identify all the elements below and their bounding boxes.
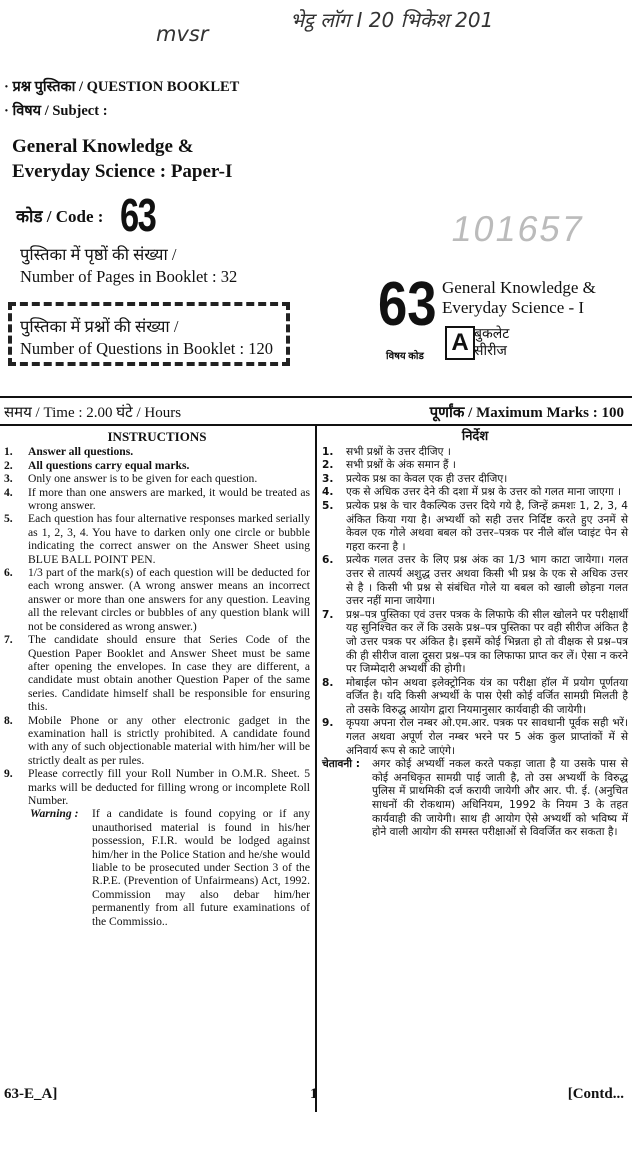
- pages-count: Number of Pages in Booklet : 32: [20, 267, 238, 286]
- instruction-number: 4.: [4, 485, 13, 499]
- instruction-text: Please correctly fill your Roll Number in O.M.R. Sheet. 5 marks will be deducted for filling wrong or incomplete Roll Number.: [28, 767, 310, 807]
- divider-top: [0, 396, 632, 398]
- instruction-number: 6.: [4, 566, 13, 580]
- instructions-heading-hindi: निर्देश: [461, 429, 489, 444]
- continued-label: [Contd...: [567, 1086, 624, 1102]
- questions-count: [20, 316, 273, 360]
- instruction-item: [322, 473, 628, 487]
- column-divider: [315, 426, 317, 1112]
- instruction-number: 1.: [322, 445, 334, 458]
- instruction-number: 8.: [4, 713, 13, 727]
- instruction-item: [4, 445, 310, 458]
- series-letter-box: A: [445, 326, 475, 360]
- subject-label: · विषय / Subject :: [4, 103, 108, 119]
- instruction-item: [4, 512, 310, 566]
- warning-hindi: [322, 758, 628, 840]
- instruction-text: प्रत्येक गलत उत्तर के लिए प्रश्न अंक का 1/3 भाग काटा जायेगा। गलत उत्तर से तात्पर्य अशुद्ध उत्तर अथवा किसी भी प्रश्न के एक से अधिक उत्तर से है । किसी भी प्रश्न से संबंधित गोले या बबल को खाली छोड़ना गलत उत्तर नहीं माना जायेगा।: [346, 554, 628, 608]
- instruction-text: मोबाईल फोन अथवा इलेक्ट्रोनिक यंत्र का परीक्षा हॉल में प्रयोग पूर्णतया वर्जित है। यदि किसी अभ्यर्थी के पास ऐसी कोई वर्जित सामग्री मिलती है तो उसके विरुद्ध आयोग द्वारा नियमानुसार कार्यवाही की जायेगी।: [346, 676, 628, 716]
- instruction-item: [322, 500, 628, 554]
- code-label: कोड / Code :: [16, 207, 104, 226]
- instruction-number: 3.: [322, 472, 334, 485]
- instruction-text: सभी प्रश्नों के अंक समान हैं ।: [346, 459, 456, 472]
- instruction-item: [4, 714, 310, 768]
- instruction-number: 7.: [322, 608, 334, 621]
- instruction-text: If more than one answers are marked, it would be treated as wrong answer.: [28, 485, 310, 513]
- warning-text: If a candidate is found copying or if any unauthorised material is found in his/her possession, F.I.R. would be lodged against him/her in the Police Station and he/she would liable to be prosecuted under Section 3 of the R.P.E. (Prevention of Unfairmeans) Act, 1992. Commission may also debar him/her permanently from all future examinations of the Commissio..: [92, 807, 310, 928]
- booklet-code-footer: 63-E_A]: [4, 1086, 58, 1102]
- warning-text-hindi: अगर कोई अभ्यर्थी नकल करते पकड़ा जाता है या उसके पास से कोई अनधिकृत सामग्री पाई जाती है, तो उस अभ्यर्थी के विरुद्ध पुलिस में प्राथमिकी दर्ज करायी जायेगी और आर. पी. ई. (अनुचित साधनों की रोकथाम) अधिनियम, 1992 के नियम 3 के तहत कार्यवाही की जायेगी। साथ ही आयोग ऐसे अभ्यर्थी को भविष्य में होने वाली आयोग की समस्त परीक्षाओं से विवर्जित कर सकता है।: [372, 758, 628, 839]
- instruction-text: Only one answer is to be given for each question.: [28, 472, 258, 486]
- instruction-text: कृपया अपना रोल नम्बर ओ.एम.आर. पत्रक पर सावधानी पूर्वक सही भरें। गलत अथवा अपूर्ण रोल नम्बर भरने पर 5 अंक कुल प्राप्तांकों में से अनिवार्य रूप से काटे जाएंगे।: [346, 717, 628, 757]
- subject-code-label: विषय कोड: [386, 351, 424, 362]
- instruction-text: प्रश्न–पत्र पुस्तिका एवं उत्तर पत्रक के लिफाफे की सील खोलने पर परीक्षार्थी यह सुनिश्चित कर लें कि उसके प्रश्न–पत्र पुस्तिका पर वही सीरीज अंकित है जो उत्तर पत्रक पर अंकित है। इसमें कोई भिन्नता हो तो वीक्षक से प्रश्न–पत्र की ही सीरीज वाला दूसरा प्रश्न–पत्र का लिफाफा प्राप्त कर लें। ऐसा न करने पर जिम्मेदारी अभ्यर्थी की होगी।: [346, 608, 628, 676]
- warning-label-hindi: चेतावनी :: [322, 758, 360, 771]
- instruction-number: 7.: [4, 633, 13, 647]
- instruction-number: 9.: [322, 717, 334, 730]
- instructions-heading: INSTRUCTIONS: [107, 429, 207, 444]
- instruction-item: [322, 717, 628, 758]
- pages-count-hindi: पुस्तिका में पृष्ठों की संख्या /: [20, 245, 177, 264]
- warning-english: [30, 807, 310, 928]
- instruction-number: 2.: [4, 458, 13, 472]
- instruction-text: सभी प्रश्नों के उत्तर दीजिए ।: [346, 445, 451, 458]
- subject-name-block: [442, 278, 596, 318]
- instruction-item: [4, 459, 310, 472]
- instruction-item: [322, 554, 628, 608]
- instruction-number: 4.: [322, 486, 334, 499]
- instruction-text: All questions carry equal marks.: [28, 458, 190, 472]
- instruction-item: [4, 566, 310, 633]
- instruction-item: [322, 486, 628, 500]
- instructions-english: [4, 430, 310, 928]
- questions-count-hindi: पुस्तिका में प्रश्नों की संख्या /: [20, 317, 179, 336]
- code-value: 63: [120, 189, 156, 241]
- instruction-number: 9.: [4, 767, 13, 781]
- subject-title-line2: Everyday Science : Paper-I: [12, 161, 233, 182]
- instruction-item: [4, 633, 310, 713]
- maximum-marks: पूर्णांक / Maximum Marks : 100: [429, 405, 624, 421]
- instruction-text: 1/3 part of the mark(s) of each question will be deducted for each wrong answer. (A wrong answer means an incorrect answer or more than one answers for any question. Leaving all the relevant circles or bubbles of any question blank will not be considered as wrong answer.): [28, 566, 310, 633]
- instruction-text: प्रत्येक प्रश्न के चार वैकल्पिक उत्तर दिये गये है, जिन्हें क्रमशः 1, 2, 3, 4 अंकित किया गया है। अभ्यर्थी को सही उत्तर निर्दिष्ट करते हुए उनमें से केवल एक गोले अथवा बबल को उत्तर–पत्रक पर नीले बॉल प्वाइंट पेन से गहरा करना है ।: [346, 499, 628, 553]
- subject-code-large: 63: [378, 270, 437, 339]
- instruction-item: [4, 472, 310, 485]
- instruction-item: [322, 677, 628, 718]
- instruction-text: एक से अधिक उत्तर देने की दशा में प्रश्न के उत्तर को गलत माना जाएगा ।: [346, 486, 621, 499]
- instruction-number: 8.: [322, 676, 334, 689]
- instruction-number: 1.: [4, 445, 13, 459]
- series-label-line1: बुकलेट: [474, 327, 510, 342]
- instruction-text: प्रत्येक प्रश्न का केवल एक ही उत्तर दीजिए।: [346, 472, 508, 485]
- series-label: [474, 326, 509, 360]
- instruction-item: [322, 459, 628, 473]
- instruction-number: 3.: [4, 472, 13, 486]
- booklet-label: · प्रश्न पुस्तिका / QUESTION BOOKLET: [4, 79, 240, 95]
- instruction-number: 6.: [322, 554, 334, 567]
- subject-name-line2: Everyday Science - I: [442, 298, 585, 317]
- handwritten-note-left: mvsr: [156, 22, 209, 46]
- questions-count-english: Number of Questions in Booklet : 120: [20, 339, 273, 358]
- handwritten-note-right: भेट्ठ लाॅग I 20 भिकेश 201: [290, 8, 494, 32]
- instruction-item: [322, 609, 628, 677]
- subject-name-line1: General Knowledge &: [442, 278, 596, 297]
- warning-label: Warning :: [30, 807, 79, 821]
- instruction-number: 2.: [322, 459, 334, 472]
- subject-title-line1: General Knowledge &: [12, 136, 194, 157]
- instruction-item: [322, 446, 628, 460]
- instruction-text: Answer all questions.: [28, 445, 134, 459]
- instruction-text: Mobile Phone or any other electronic gadget in the examination hall is strictly prohibited. A candidate found with any of such objectionable material with him/her will be strictly dealt as per rules.: [28, 713, 310, 767]
- instruction-text: Each question has four alternative responses marked serially as 1, 2, 3, 4. You have to darken only one circle or bubble indicating the correct answer on the Answer Sheet using BLUE BALL POINT PEN.: [28, 512, 310, 566]
- instruction-number: 5.: [322, 499, 334, 512]
- booklet-serial-number: 101657: [448, 208, 588, 249]
- instruction-text: The candidate should ensure that Series Code of the Question Paper Booklet and Answer Sheet must be same after opening the envelopes. In case they are different, a candidate must obtain another Question Paper of the same series. Candidate himself shall be responsible for ensuring this.: [28, 633, 310, 714]
- exam-time: समय / Time : 2.00 घंटे / Hours: [4, 405, 182, 421]
- series-label-line2: सीरीज: [474, 344, 507, 359]
- instruction-item: [4, 767, 310, 807]
- page-number: 1: [310, 1086, 318, 1102]
- instructions-hindi: [322, 430, 628, 840]
- instruction-item: [4, 486, 310, 513]
- instruction-number: 5.: [4, 512, 13, 526]
